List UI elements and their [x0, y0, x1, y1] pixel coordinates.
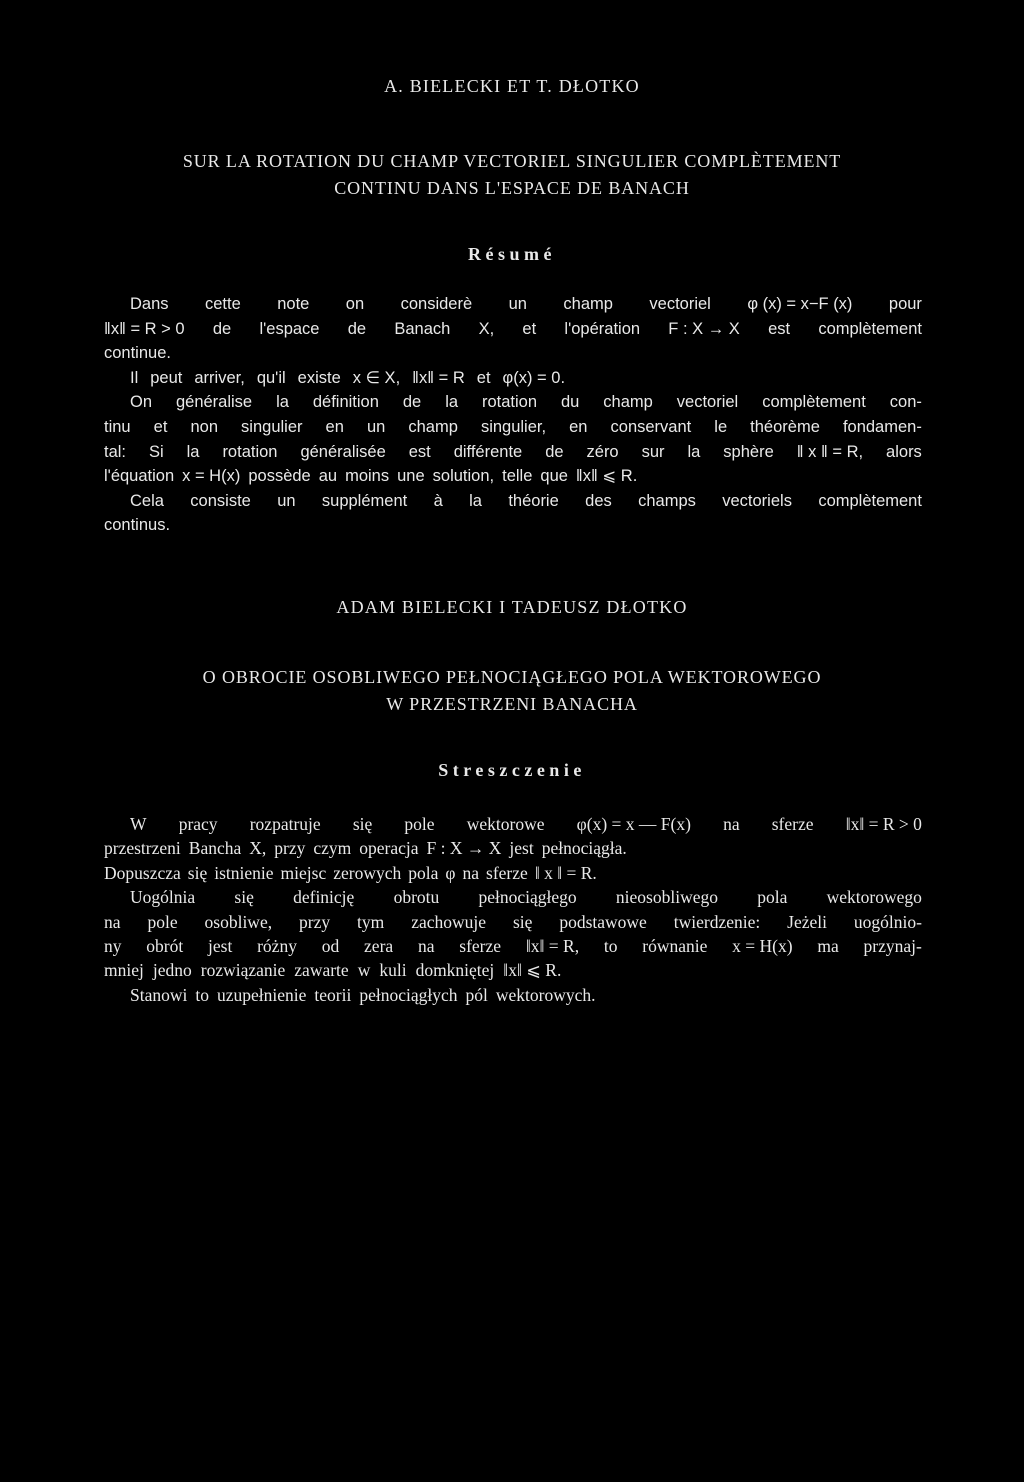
word: się: [234, 887, 254, 908]
text-line: [104, 983, 922, 1007]
word: jedno: [152, 960, 192, 981]
word: fondamen-: [842, 417, 922, 436]
author-line-pl: ADAM BIELECKI I TADEUSZ DŁOTKO: [336, 597, 688, 617]
text-line: [104, 861, 922, 885]
word: nieosobliwego: [615, 887, 718, 908]
title-line: O OBROCIE OSOBLIWEGO PEŁNOCIĄGŁEGO POLA WEKTOROWEGO: [202, 667, 822, 687]
word: rotation: [222, 442, 278, 461]
text-line: [104, 958, 922, 982]
word: przy: [299, 911, 331, 932]
text-line: [104, 513, 922, 538]
word: con-: [889, 393, 922, 412]
word: complètement: [818, 491, 922, 510]
word: x = H(x): [182, 467, 241, 486]
text-line: [104, 836, 922, 860]
word: Il: [130, 368, 139, 387]
word: solution,: [432, 467, 495, 486]
word: φ(x) = x — F(x): [576, 814, 691, 834]
word: On: [130, 393, 153, 412]
text-line: [104, 341, 922, 366]
word: ‖x‖ ⩽ R.: [503, 960, 562, 981]
word: pola: [757, 887, 788, 908]
word: na: [104, 911, 121, 932]
word: complètement: [818, 319, 922, 338]
word: peut: [150, 368, 183, 387]
word: w: [357, 960, 371, 981]
word: Bancha: [188, 838, 242, 859]
word: de: [545, 442, 564, 461]
word: pour: [888, 295, 922, 313]
word: F : X → X: [668, 319, 740, 338]
word: différente: [453, 442, 523, 461]
word: W: [130, 814, 147, 834]
author-line-fr: A. BIELECKI ET T. DŁOTKO: [384, 76, 640, 96]
word: pola: [408, 862, 439, 883]
word: ‖x‖ = R > 0: [845, 814, 922, 834]
word: et: [153, 417, 168, 436]
word: l'espace: [259, 319, 320, 338]
text-line: [104, 390, 922, 415]
word: na: [723, 814, 740, 834]
word: zawarte: [294, 960, 349, 981]
heading-streszczenie: Streszczenie: [438, 760, 586, 780]
word: φ(x) = 0.: [502, 368, 566, 387]
word: pełnociągła.: [541, 838, 627, 859]
word: uzupełnienie: [217, 984, 307, 1005]
word: le: [714, 417, 728, 436]
word: wektorowych.: [495, 984, 596, 1005]
word: X,: [249, 838, 267, 859]
word: ‖x‖ = R > 0: [104, 319, 185, 338]
word: ma: [817, 935, 839, 956]
word: singulier: [241, 417, 303, 436]
title-line: SUR LA ROTATION DU CHAMP VECTORIEL SINGULIER COMPLÈTEMENT: [182, 151, 842, 171]
word: Banach: [394, 319, 451, 338]
word: Cela: [130, 491, 164, 510]
word: na: [417, 935, 435, 956]
word: note: [277, 295, 310, 313]
word: rozwiązanie: [200, 960, 286, 981]
word: przy: [274, 838, 306, 859]
word: qu'il: [256, 368, 286, 387]
text-line: [104, 934, 922, 958]
word: généralisée: [300, 442, 386, 461]
title-line: CONTINU DANS L'ESPACE DE BANACH: [334, 178, 690, 198]
word: de: [347, 319, 367, 338]
word: wektorowego: [826, 887, 922, 908]
word: et: [476, 368, 491, 387]
word: pole: [404, 814, 435, 834]
word: l'opération: [564, 319, 641, 338]
word: jest: [208, 935, 233, 956]
word: la: [687, 442, 701, 461]
word: φ: [445, 862, 456, 883]
word: ‖x‖ ⩽ R.: [575, 467, 638, 486]
word: champ: [563, 295, 613, 313]
word: et: [522, 319, 537, 338]
word: sphère: [723, 442, 774, 461]
word: ny: [104, 935, 122, 956]
text-line: [104, 910, 922, 934]
word: Jeżeli: [787, 911, 827, 932]
word: sferze: [771, 814, 814, 834]
word: x = H(x): [732, 935, 793, 956]
word: ‖x‖ = R: [412, 368, 465, 387]
word: Dans: [130, 295, 169, 313]
word: on: [345, 295, 365, 313]
word: Uogólnia: [130, 887, 196, 908]
word: existe: [297, 368, 341, 387]
word: ‖ x ‖ = R.: [534, 862, 597, 883]
word: théorie: [508, 491, 559, 510]
word: F : X → X: [426, 838, 502, 859]
word: twierdzenie:: [673, 911, 761, 932]
word: conservant: [610, 417, 692, 436]
abstract-fr: [104, 292, 922, 538]
word: x ∈ X,: [352, 368, 401, 387]
word: zachowuje: [411, 911, 487, 932]
word: un: [366, 417, 386, 436]
word: uogólnio-: [853, 911, 922, 932]
word: une: [397, 467, 425, 486]
word: moins: [345, 467, 390, 486]
word: istnienie: [214, 862, 274, 883]
word: continus.: [104, 516, 171, 535]
word: la: [186, 442, 200, 461]
word: consiste: [190, 491, 251, 510]
word: la: [469, 491, 482, 510]
word: vectoriels: [722, 491, 792, 510]
word: podstawowe: [559, 911, 647, 932]
word: wektorowe: [466, 814, 545, 834]
word: mniej: [104, 960, 144, 981]
text-line: [104, 812, 922, 836]
text-line: [104, 366, 922, 391]
abstract-pl: [104, 812, 922, 1007]
word: possède: [248, 467, 311, 486]
word: Dopuszcza: [104, 862, 181, 883]
text-line: [104, 489, 922, 514]
word: jest: [509, 838, 534, 859]
text-line: [104, 415, 922, 440]
word: φ (x) = x−F (x): [747, 295, 853, 313]
word: vectoriel: [676, 393, 739, 412]
word: osobliwe,: [204, 911, 273, 932]
word: to: [603, 935, 618, 956]
word: continue.: [104, 344, 171, 363]
word: zera: [364, 935, 394, 956]
word: definicję: [293, 887, 355, 908]
text-line: [104, 885, 922, 909]
word: X,: [478, 319, 495, 338]
word: tinu: [104, 417, 131, 436]
word: de: [402, 393, 422, 412]
word: que: [540, 467, 568, 486]
word: généralise: [175, 393, 253, 412]
word: domkniętej: [415, 960, 495, 981]
word: Stanowi: [130, 984, 188, 1005]
word: pełnociągłych: [359, 984, 458, 1005]
word: est: [408, 442, 431, 461]
word: non: [190, 417, 218, 436]
word: considerè: [400, 295, 473, 313]
word: na: [462, 862, 480, 883]
word: tym: [357, 911, 385, 932]
word: en: [325, 417, 344, 436]
title-fr: [0, 148, 1024, 202]
word: ‖ x ‖ = R,: [796, 442, 864, 461]
word: różny: [257, 935, 297, 956]
word: la: [445, 393, 459, 412]
word: zerowych: [333, 862, 402, 883]
word: arriver,: [194, 368, 245, 387]
word: sferze: [459, 935, 502, 956]
word: la: [276, 393, 289, 412]
word: to: [195, 984, 209, 1005]
word: pól: [465, 984, 488, 1005]
word: operacja: [359, 838, 419, 859]
word: un: [508, 295, 527, 313]
word: singulier,: [480, 417, 547, 436]
word: pracy: [178, 814, 218, 834]
word: l'équation: [104, 467, 175, 486]
word: de: [212, 319, 232, 338]
word: du: [560, 393, 580, 412]
word: champ: [408, 417, 458, 436]
word: rotation: [481, 393, 538, 412]
word: est: [768, 319, 791, 338]
word: przestrzeni: [104, 838, 181, 859]
word: champ: [603, 393, 653, 412]
word: teorii: [314, 984, 352, 1005]
word: się: [187, 862, 208, 883]
word: à: [433, 491, 443, 510]
text-line: [104, 464, 922, 489]
word: pole: [147, 911, 178, 932]
title-line: W PRZESTRZENI BANACHA: [386, 694, 638, 714]
text-line: [104, 440, 922, 465]
word: cette: [204, 295, 241, 313]
word: miejsc: [280, 862, 327, 883]
word: un: [277, 491, 296, 510]
word: champs: [638, 491, 696, 510]
word: supplément: [321, 491, 408, 510]
word: tal:: [104, 442, 127, 461]
word: obrót: [146, 935, 184, 956]
heading-resume: Résumé: [468, 244, 556, 264]
word: od: [321, 935, 340, 956]
word: sferze: [486, 862, 528, 883]
word: pełnociągłego: [478, 887, 577, 908]
text-line: [104, 317, 922, 342]
word: en: [569, 417, 588, 436]
word: au: [318, 467, 338, 486]
word: kuli: [379, 960, 407, 981]
text-line: [104, 292, 922, 317]
word: przynaj-: [863, 935, 922, 956]
word: rozpatruje: [249, 814, 321, 834]
word: równanie: [642, 935, 708, 956]
title-pl: [0, 664, 1024, 718]
word: théorème: [750, 417, 820, 436]
word: czym: [313, 838, 352, 859]
word: alors: [886, 442, 922, 461]
word: obrotu: [393, 887, 440, 908]
word: vectoriel: [649, 295, 711, 313]
word: sur: [641, 442, 665, 461]
word: telle: [502, 467, 533, 486]
word: définition: [312, 393, 379, 412]
word: des: [585, 491, 612, 510]
word: zéro: [586, 442, 619, 461]
word: Si: [148, 442, 164, 461]
word: complètement: [762, 393, 866, 412]
word: ‖x‖ = R,: [525, 935, 580, 956]
word: się: [512, 911, 533, 932]
word: się: [352, 814, 373, 834]
